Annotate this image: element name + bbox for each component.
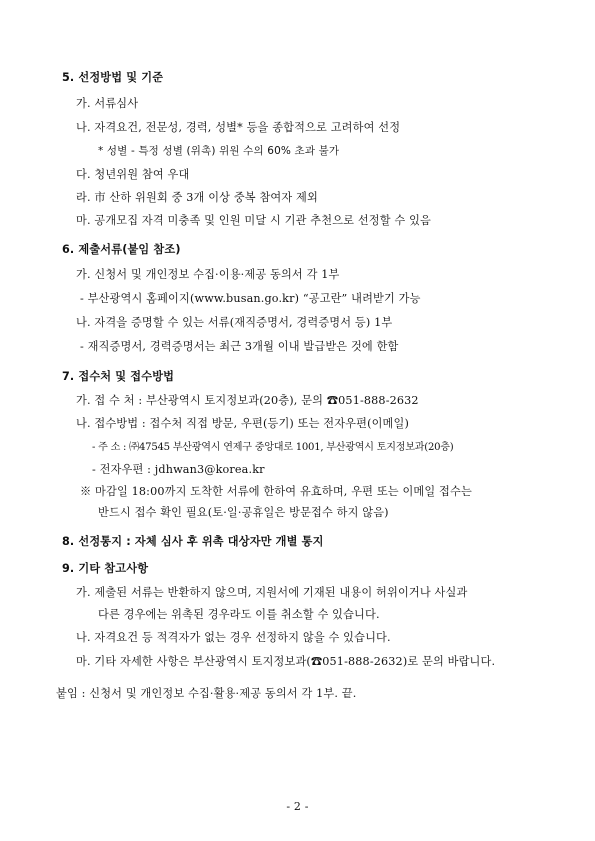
section-7-note-line-2: 반드시 접수 확인 필요(토·일·공휴일은 방문접수 하지 않음) <box>98 506 389 519</box>
section-6-item-b-note: - 재직증명서, 경력증명서는 최근 3개월 이내 발급받은 것에 한함 <box>80 340 399 353</box>
section-6-heading: 6. 제출서류(붙임 참조) <box>62 243 181 256</box>
section-5-item-b: 나. 자격요건, 전문성, 경력, 성별* 등을 종합적으로 고려하여 선정 <box>76 121 401 134</box>
section-5-item-c: 다. 청년위원 참여 우대 <box>76 168 190 181</box>
section-9-heading: 9. 기타 참고사항 <box>62 562 149 575</box>
section-6-item-a: 가. 신청서 및 개인정보 수집·이용·제공 동의서 각 1부 <box>76 268 340 281</box>
section-6-item-a-note: - 부산광역시 홈페이지(www.busan.go.kr) “공고란” 내려받기 가능 <box>80 292 421 305</box>
page-number: - 2 - <box>286 800 309 813</box>
section-7-item-b: 나. 접수방법 : 접수처 직접 방문, 우편(등기) 또는 전자우편(이메일) <box>76 417 409 430</box>
section-9-item-a-line-1: 가. 제출된 서류는 반환하지 않으며, 지원서에 기재된 내용이 허위이거나 사실과 <box>76 586 468 599</box>
section-9-item-c: 마. 기타 자세한 사항은 부산광역시 토지정보과(☎051-888-2632)로 문의 바랍니다. <box>76 655 496 668</box>
section-7-address: - 주 소 : ㈜47545 부산광역시 연제구 중앙대로 1001, 부산광역시 토지정보과(20층) <box>92 442 454 453</box>
attachment-note: 붙임 : 신청서 및 개인정보 수집·활용·제공 동의서 각 1부. 끝. <box>56 687 357 700</box>
section-5-item-b-note: * 성별 - 특정 성별 (위촉) 위원 수의 60% 초과 불가 <box>98 145 340 157</box>
section-5-heading: 5. 선정방법 및 기준 <box>62 71 164 84</box>
section-9-item-a-line-2: 다른 경우에는 위촉된 경우라도 이를 취소할 수 있습니다. <box>98 608 380 621</box>
section-7-heading: 7. 접수처 및 접수방법 <box>62 370 175 383</box>
section-5-item-e: 마. 공개모집 자격 미충족 및 인원 미달 시 기관 추천으로 선정할 수 있음 <box>76 214 431 227</box>
section-7-note-line-1: ※ 마감일 18:00까지 도착한 서류에 한하여 유효하며, 우편 또는 이메일 접수는 <box>80 485 472 498</box>
section-7-item-a: 가. 접 수 처 : 부산광역시 토지정보과(20층), 문의 ☎051-888-2632 <box>76 394 419 407</box>
section-5-item-d: 라. 市 산하 위원회 중 3개 이상 중복 참여자 제외 <box>76 191 318 204</box>
section-5-item-a: 가. 서류심사 <box>76 97 139 110</box>
section-7-email: - 전자우편 : jdhwan3@korea.kr <box>92 463 265 476</box>
section-6-item-b: 나. 자격을 증명할 수 있는 서류(재직증명서, 경력증명서 등) 1부 <box>76 316 393 329</box>
section-9-item-b: 나. 자격요건 등 적격자가 없는 경우 선정하지 않을 수 있습니다. <box>76 631 391 644</box>
section-8-heading: 8. 선정통지 : 자체 심사 후 위촉 대상자만 개별 통지 <box>62 535 324 548</box>
